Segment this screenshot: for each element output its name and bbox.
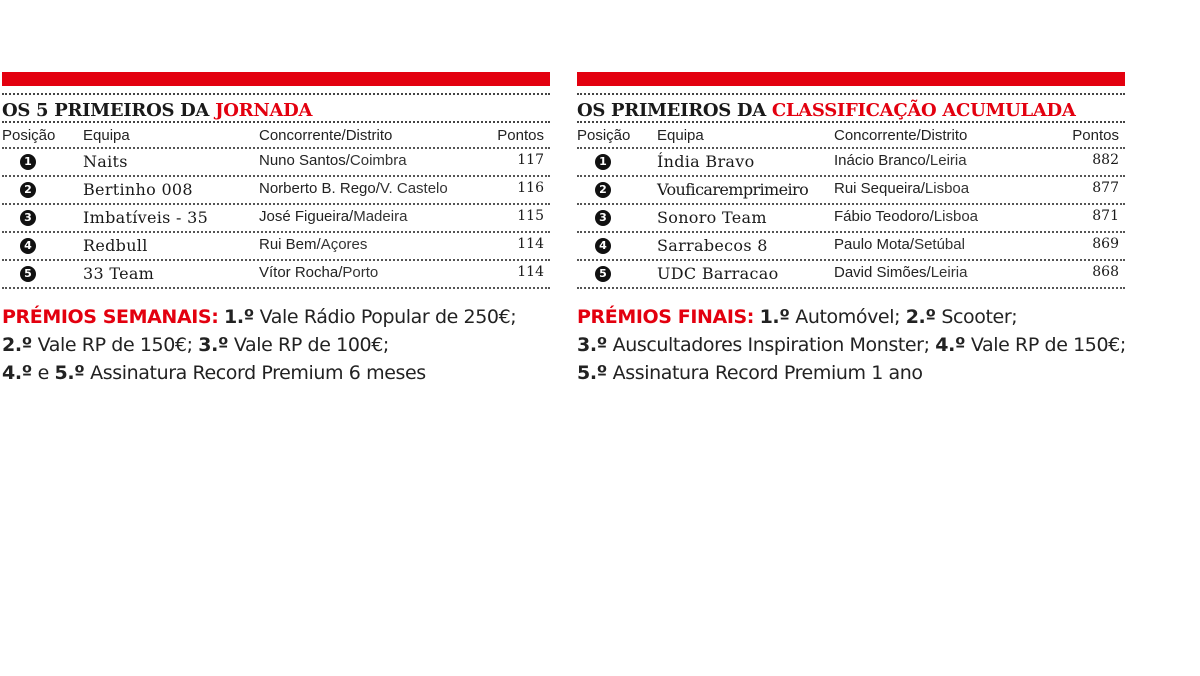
table-row bbox=[2, 203, 550, 231]
prize-rank: 2.º bbox=[2, 334, 32, 356]
prize-text: Assinatura Record Premium 6 meses bbox=[84, 362, 426, 384]
prizes-line-2 bbox=[2, 331, 550, 359]
position-badge: 1 bbox=[595, 154, 611, 170]
contestant-name: Norberto B. Rego bbox=[259, 180, 376, 197]
table-row bbox=[2, 231, 550, 259]
points: 114 bbox=[517, 236, 544, 252]
points: 882 bbox=[1092, 152, 1119, 168]
contestant-district: José Figueira/Madeira bbox=[259, 208, 408, 225]
prizes-label: PRÉMIOS FINAIS: bbox=[577, 306, 754, 328]
position-badge: 2 bbox=[595, 182, 611, 198]
table-row bbox=[577, 259, 1125, 289]
contestant-name: Vítor Rocha bbox=[259, 264, 339, 281]
ranking-table bbox=[2, 147, 550, 289]
contestant-district: Rui Bem/Açores bbox=[259, 236, 368, 253]
team-name: Bertinho 008 bbox=[83, 180, 193, 199]
title-black: OS PRIMEIROS DA bbox=[577, 100, 772, 121]
title-red: CLASSIFICAÇÃO ACUMULADA bbox=[771, 100, 1076, 121]
red-header-bar bbox=[2, 72, 550, 86]
contestant-name: Fábio Teodoro bbox=[834, 208, 930, 225]
district: Leiria bbox=[929, 152, 967, 169]
header-team: Equipa bbox=[83, 127, 130, 144]
contestant-district: Inácio Branco/Leiria bbox=[834, 152, 967, 169]
prize-text: Auscultadores Inspiration Monster; bbox=[606, 334, 930, 356]
table-header bbox=[2, 123, 550, 147]
prizes-label: PRÉMIOS SEMANAIS: bbox=[2, 306, 219, 328]
contestant-name: Inácio Branco bbox=[834, 152, 926, 169]
prize-rank: 1.º bbox=[759, 306, 790, 328]
contestant-name: David Simões bbox=[834, 264, 927, 281]
position-badge: 3 bbox=[595, 210, 611, 226]
prizes-line-1 bbox=[577, 303, 1125, 331]
prizes-line-2 bbox=[577, 331, 1125, 359]
title-red: JORNADA bbox=[215, 100, 313, 121]
prize-text: Vale RP de 150€; bbox=[31, 334, 193, 356]
position-badge: 5 bbox=[595, 266, 611, 282]
position-badge: 5 bbox=[20, 266, 36, 282]
contestant-district: Paulo Mota/Setúbal bbox=[834, 236, 965, 253]
district: Açores bbox=[320, 236, 368, 253]
table-row bbox=[577, 231, 1125, 259]
contestant-name: Paulo Mota bbox=[834, 236, 910, 253]
panel-title bbox=[577, 98, 1125, 121]
contestant-name: Nuno Santos bbox=[259, 152, 346, 169]
district: Setúbal bbox=[914, 236, 965, 253]
district: Coimbra bbox=[349, 152, 407, 169]
points: 871 bbox=[1092, 208, 1119, 224]
dotted-divider bbox=[2, 93, 550, 95]
contestant-district: David Simões/Leiria bbox=[834, 264, 968, 281]
team-name: Vouficaremprimeiro bbox=[657, 180, 809, 199]
table-row bbox=[577, 147, 1125, 175]
title-black: OS 5 PRIMEIROS DA bbox=[2, 100, 216, 121]
district: V. Castelo bbox=[379, 180, 448, 197]
prize-rank: 2.º bbox=[905, 306, 936, 328]
team-name: Redbull bbox=[83, 236, 148, 255]
team-name: Naits bbox=[83, 152, 128, 171]
district: Madeira bbox=[353, 208, 408, 225]
prize-rank: 3.º bbox=[577, 334, 607, 356]
red-header-bar bbox=[577, 72, 1125, 86]
position-badge: 4 bbox=[20, 238, 36, 254]
position-badge: 3 bbox=[20, 210, 36, 226]
points: 117 bbox=[517, 152, 544, 168]
position-badge: 1 bbox=[20, 154, 36, 170]
team-name: Índia Bravo bbox=[657, 152, 755, 171]
district: Porto bbox=[342, 264, 379, 281]
contestant-district: Fábio Teodoro/Lisboa bbox=[834, 208, 978, 225]
points: 114 bbox=[517, 264, 544, 280]
team-name: Sonoro Team bbox=[657, 208, 767, 227]
prizes-line-3 bbox=[577, 359, 1125, 387]
prize-rank: 5.º bbox=[54, 362, 85, 384]
prize-text: Automóvel; bbox=[789, 306, 901, 328]
prize-rank: 4.º bbox=[2, 362, 32, 384]
contestant-district: Vítor Rocha/Porto bbox=[259, 264, 379, 281]
final-prizes bbox=[577, 303, 1125, 387]
prize-rank: 1.º bbox=[224, 306, 255, 328]
ranking-table bbox=[577, 147, 1125, 289]
district: Leiria bbox=[930, 264, 968, 281]
dotted-divider bbox=[577, 93, 1125, 95]
contestant-name: José Figueira bbox=[259, 208, 350, 225]
header-contestant: Concorrente/Distrito bbox=[259, 127, 393, 144]
position-badge: 2 bbox=[20, 182, 36, 198]
points: 877 bbox=[1092, 180, 1119, 196]
table-row bbox=[577, 203, 1125, 231]
prize-text: Vale RP de 100€; bbox=[228, 334, 389, 356]
contestant-district: Norberto B. Rego/V. Castelo bbox=[259, 180, 448, 197]
team-name: 33 Team bbox=[83, 264, 155, 283]
header-points: Pontos bbox=[497, 127, 544, 144]
prize-rank: 4.º bbox=[935, 334, 966, 356]
table-row bbox=[577, 175, 1125, 203]
header-points: Pontos bbox=[1072, 127, 1119, 144]
prize-text: Scooter; bbox=[935, 306, 1018, 328]
panel-title bbox=[2, 98, 550, 121]
header-team: Equipa bbox=[657, 127, 704, 144]
prizes-line-3 bbox=[2, 359, 550, 387]
team-name: Imbatíveis - 35 bbox=[83, 208, 209, 227]
points: 869 bbox=[1092, 236, 1119, 252]
prize-text: Assinatura Record Premium 1 ano bbox=[606, 362, 923, 384]
table-row bbox=[2, 175, 550, 203]
team-name: UDC Barracao bbox=[657, 264, 779, 283]
table-row bbox=[2, 259, 550, 289]
contestant-name: Rui Sequeira bbox=[834, 180, 921, 197]
district: Lisboa bbox=[933, 208, 978, 225]
points: 116 bbox=[517, 180, 544, 196]
points: 868 bbox=[1092, 264, 1119, 280]
contestant-district: Rui Sequeira/Lisboa bbox=[834, 180, 970, 197]
district: Lisboa bbox=[924, 180, 970, 197]
prizes-line-1 bbox=[2, 303, 550, 331]
header-position: Posição bbox=[577, 127, 631, 144]
team-name: Sarrabecos 8 bbox=[657, 236, 768, 255]
prize-text: Vale RP de 150€; bbox=[965, 334, 1126, 356]
table-header bbox=[577, 123, 1125, 147]
prize-rank: 3.º bbox=[198, 334, 229, 356]
weekly-top5-panel bbox=[2, 72, 550, 387]
contestant-name: Rui Bem bbox=[259, 236, 317, 253]
cumulative-ranking-panel bbox=[577, 72, 1125, 387]
points: 115 bbox=[517, 208, 544, 224]
header-position: Posição bbox=[2, 127, 56, 144]
weekly-prizes bbox=[2, 303, 550, 387]
prize-text: Vale Rádio Popular de 250€; bbox=[254, 306, 517, 328]
position-badge: 4 bbox=[595, 238, 611, 254]
contestant-district: Nuno Santos/Coimbra bbox=[259, 152, 407, 169]
table-row bbox=[2, 147, 550, 175]
header-contestant: Concorrente/Distrito bbox=[834, 127, 968, 144]
prize-text: e bbox=[31, 362, 55, 384]
prize-rank: 5.º bbox=[577, 362, 607, 384]
